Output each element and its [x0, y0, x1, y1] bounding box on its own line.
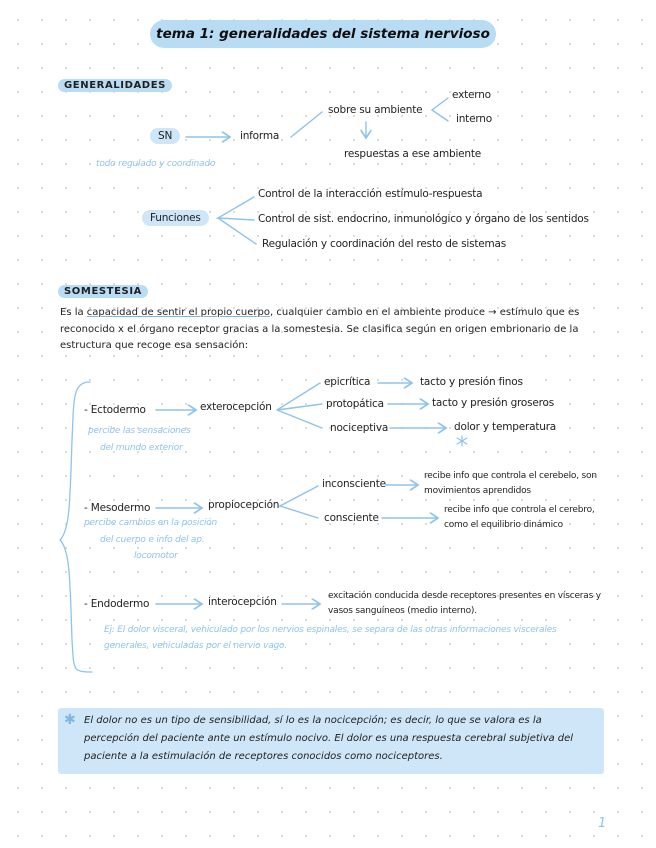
branch-desc-line: recibe info que controla el cerebelo, son	[424, 471, 597, 481]
page-number: 1	[598, 816, 607, 831]
section-heading-generalidades: GENERALIDADES	[58, 79, 172, 92]
endodermo-desc-line: vasos sanguíneos (medio interno).	[328, 606, 477, 616]
funcion-item: Control de sist. endocrino, inmunológico y órgano de los sentidos	[258, 213, 589, 225]
branch-name: epicrítica	[324, 376, 371, 388]
branch-desc: tacto y presión groseros	[432, 397, 555, 409]
branch-desc-line: como el equilibrio dinámico	[444, 520, 563, 530]
asterisk-icon: ✱	[64, 712, 76, 728]
endodermo-label: - Endodermo	[84, 598, 150, 610]
note-text: El dolor no es un tipo de sensibilidad, sí lo es la nocicepción; es decir, lo que se valora es la percepción del paciente ante un estímulo nocivo. El dolor es una respuesta cerebral subjetiva del paciente a la estimulación de receptores conocidos como nociceptores.	[84, 715, 574, 762]
informa-label: informa	[240, 130, 280, 142]
branch-desc-line: movimientos aprendidos	[424, 486, 531, 496]
exterocepcion-label: exterocepción	[200, 401, 272, 413]
branch-desc: dolor y temperatura	[454, 421, 557, 433]
somestesia-paragraph	[60, 305, 620, 355]
mesodermo-note-line: del cuerpo e info del ap.	[100, 535, 205, 545]
ectodermo-note-line: del mundo exterior	[100, 443, 183, 453]
branch-desc-line: recibe info que controla el cerebro,	[444, 505, 595, 515]
mesodermo-label: - Mesodermo	[84, 502, 151, 514]
endodermo-example-line: generales, vehiculadas por el nervio vago.	[104, 641, 288, 651]
ectodermo-note-line: percibe las sensaciones	[88, 426, 191, 436]
propiocepcion-label: propiocepción	[208, 499, 280, 511]
ectodermo-label: - Ectodermo	[84, 404, 146, 416]
section-heading-somestesia: SOMESTESIA	[58, 285, 148, 298]
branch-name: protopática	[326, 398, 384, 410]
funciones-label: Funciones	[142, 210, 209, 226]
branch-name: consciente	[324, 512, 379, 524]
interno-label: interno	[456, 113, 492, 125]
para-intro: Es la	[60, 307, 87, 318]
branch-name: inconsciente	[322, 478, 386, 490]
page-title: tema 1: generalidades del sistema nervioso	[150, 20, 496, 48]
sn-label: SN	[150, 128, 180, 144]
mesodermo-note-line: locomotor	[134, 551, 178, 561]
endodermo-example-line: Ej: El dolor visceral, vehiculado por los nervios espinales, se separa de las otras informaciones viscerales	[104, 625, 557, 635]
endodermo-desc-line: excitación conducida desde receptores presentes en vísceras y	[328, 591, 601, 601]
mesodermo-note-line: percibe cambios en la posición	[84, 518, 218, 528]
sobre-label: sobre su ambiente	[328, 104, 423, 116]
respuestas-label: respuestas a ese ambiente	[344, 148, 482, 160]
para-rest: , cualquier cambio en el ambiente produce → estímulo que es reconocido x el órgano receptor gracias a la somestesia. Se clasifica según en origen embrionario de la estructura que recoge esa sensación:	[60, 307, 580, 351]
sn-note: todo regulado y coordinado	[96, 159, 216, 169]
para-underlined: capacidad de sentir el propio cuerpo	[86, 307, 270, 318]
branch-name: nociceptiva	[330, 422, 389, 434]
interocepcion-label: interocepción	[208, 596, 277, 608]
branch-desc: tacto y presión finos	[420, 376, 523, 388]
externo-label: externo	[452, 89, 491, 101]
funcion-item: Control de la interacción estímulo-respuesta	[258, 188, 483, 200]
funcion-item: Regulación y coordinación del resto de sistemas	[262, 238, 507, 250]
